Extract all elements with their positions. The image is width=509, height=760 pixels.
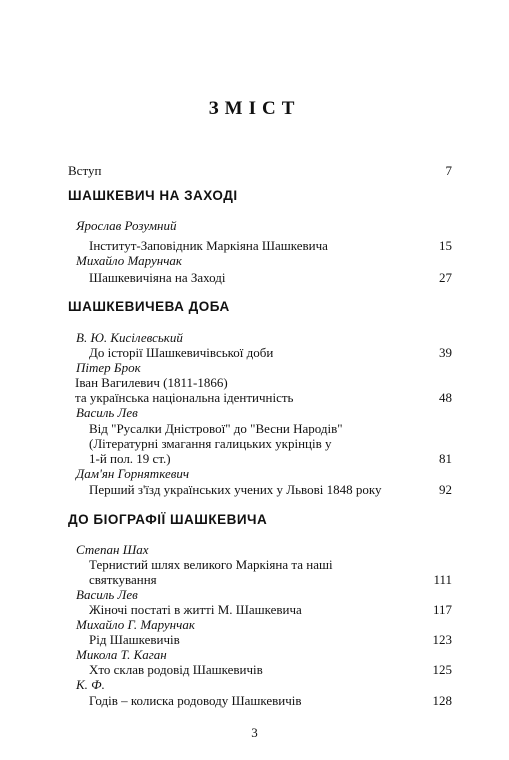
section-heading: ШАШКЕВИЧ НА ЗАХОДІ — [68, 188, 238, 203]
entry-page-number: 123 — [432, 632, 452, 647]
entry-author: Дам'ян Горняткевич — [76, 466, 190, 481]
entry-title-line: Жіночі постаті в житті М. Шашкевича — [89, 602, 302, 617]
section-heading: ДО БІОГРАФІЇ ШАШКЕВИЧА — [68, 512, 268, 527]
entry-title-line: Годів – колиска родоводу Шашкевичів — [89, 693, 302, 708]
entry-author: Степан Шах — [76, 542, 149, 557]
intro-label: Вступ — [68, 163, 102, 178]
entry-title-line: Від "Русалки Дністрової" до "Весни Народів" — [89, 421, 343, 436]
entry-title-line: Рід Шашкевичів — [89, 632, 180, 647]
entry-author: Микола Т. Каган — [76, 647, 167, 662]
entry-page-number: 15 — [439, 238, 452, 253]
entry-author: Василь Лев — [76, 405, 138, 420]
entry-author: Пітер Брок — [76, 360, 141, 375]
entry-author: Василь Лев — [76, 587, 138, 602]
entry-title-line: Тернистий шлях великого Маркіяна та наші — [89, 557, 333, 572]
entry-page-number: 125 — [432, 662, 452, 677]
entry-page-number: 111 — [433, 572, 452, 587]
page-number: 3 — [251, 725, 258, 740]
entry-author: Михайло Г. Марунчак — [76, 617, 195, 632]
entry-page-number: 27 — [439, 270, 452, 285]
entry-page-number: 128 — [432, 693, 452, 708]
entry-title-line: 1-й пол. 19 ст.) — [89, 451, 171, 466]
intro-page-number: 7 — [445, 163, 452, 178]
entry-author: В. Ю. Кисілевський — [76, 330, 183, 345]
entry-page-number: 48 — [439, 390, 452, 405]
entry-page-number: 92 — [439, 482, 452, 497]
entry-title-line: Іван Вагилевич (1811-1866) — [75, 375, 228, 390]
entry-author: Михайло Марунчак — [76, 253, 182, 268]
entry-title-line: святкування — [89, 572, 157, 587]
entry-title-line: (Літературні змагання галицьких укрінців у — [89, 436, 332, 451]
entry-author: Ярослав Розумний — [76, 218, 177, 233]
entry-title-line: Інститут-Заповідник Маркіяна Шашкевича — [89, 238, 328, 253]
entry-title-line: Хто склав родовід Шашкевичів — [89, 662, 263, 677]
page-title: ЗМІСТ — [208, 98, 301, 119]
entry-title-line: До історії Шашкевичівської доби — [89, 345, 274, 360]
entry-title-line: Перший з'їзд українських учених у Львові 1848 року — [89, 482, 382, 497]
entry-page-number: 39 — [439, 345, 452, 360]
entry-page-number: 81 — [439, 451, 452, 466]
section-heading: ШАШКЕВИЧЕВА ДОБА — [68, 299, 230, 314]
entry-page-number: 117 — [432, 602, 452, 617]
entry-author: К. Ф. — [76, 677, 105, 692]
entry-title-line: Шашкевичіяна на Заході — [89, 270, 226, 285]
entry-title-line: та українська національна ідентичність — [75, 390, 294, 405]
